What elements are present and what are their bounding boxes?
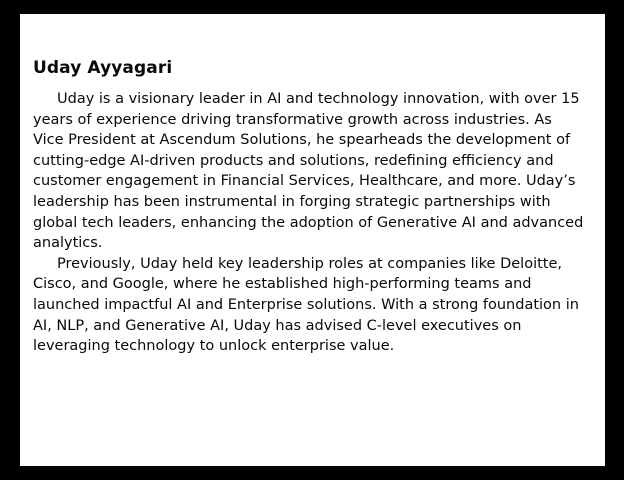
bottom-white-strip: [0, 480, 624, 484]
bio-paragraph-2: Previously, Uday held key leadership roles at companies like Deloitte, Cisco, and Google, where he established high-performing teams and launched impactful AI and Enterprise solutions. With a strong foundation in AI, NLP, and Generative AI, Uday has advised C-level executives on leveraging technology to unlock enterprise value.: [33, 255, 579, 355]
bio-paragraph-1: Uday is a visionary leader in AI and technology innovation, with over 15 years of experience driving transformative growth across industries. As Vice President at Ascendum Solutions, he spearheads the development of cutting-edge AI-driven products and solutions, redefining efficiency and customer engagement in Financial Services, Healthcare, and more. Uday’s leadership has been instrumental in forging strategic partnerships with global tech leaders, enhancing the adoption of Generative AI and advanced analytics.: [33, 91, 584, 252]
bio-card: [20, 14, 605, 466]
bio-text: [33, 89, 585, 357]
profile-name: Uday Ayyagari: [33, 58, 173, 78]
